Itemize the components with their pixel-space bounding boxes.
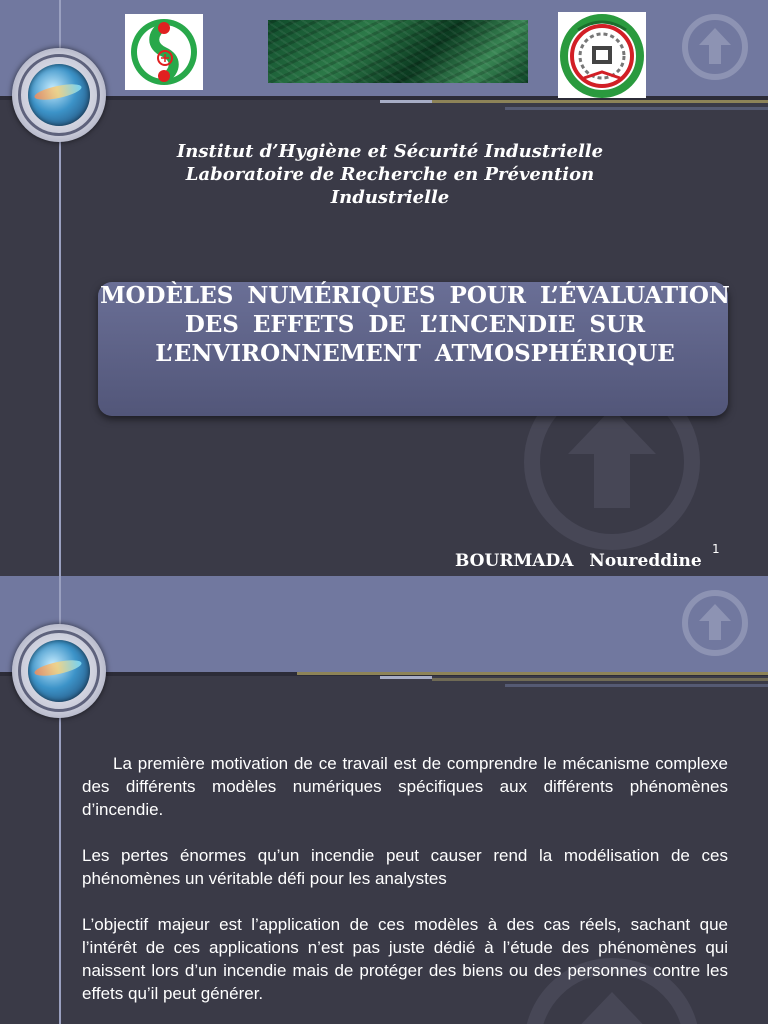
decorative-line [432,100,768,103]
page-number: 1 [712,542,720,556]
title-line: L’ENVIRONNEMENT ATMOSPHÉRIQUE [155,340,675,367]
up-arrow-icon [680,588,750,658]
paragraph: La première motivation de ce travail est de comprendre le mécanisme complexe des différents modèles numériques spécifiques aux différents phénomènes d’incendie. [82,754,728,819]
institution-line: Industrielle [330,187,450,208]
university-seal [558,12,646,98]
slide-title [60,281,768,368]
decorative-line [505,107,768,110]
title-line: MODÈLES NUMÉRIQUES POUR L’ÉVALUATION [100,282,730,309]
content-slide [0,576,768,1024]
decorative-line [432,678,768,681]
globe-orb-icon [12,624,106,718]
decorative-line [380,676,432,679]
up-arrow-icon [680,12,750,82]
paragraph: L’objectif majeur est l’application de ces modèles à des cas réels, sachant que l’intérêt de ces applications n’est pas juste dédié à l’étude des phénomènes qui naissent lors d’un incendie mais de protéger des biens ou des personnes contre les effets qu’il peut générer. [82,915,728,1003]
globe-orb-icon [12,48,106,142]
institute-logo [125,14,203,90]
institution-line: Institut d’Hygiène et Sécurité Industrielle [176,141,604,162]
decorative-line [380,100,432,103]
title-line: DES EFFETS DE L’INCENDIE SUR [184,311,646,338]
decorative-line [297,672,768,675]
decorative-line [505,684,768,687]
author-name: BOURMADA Noureddine [455,551,702,571]
paragraph: Les pertes énormes qu’un incendie peut causer rend la modélisation de ces phénomènes un véritable défi pour les analystes [82,846,728,888]
institution-heading [120,140,660,209]
institution-line: Laboratoire de Recherche en Prévention [185,164,595,185]
green-marble-banner [268,20,528,83]
body-text [82,752,728,1024]
header-band [0,576,768,672]
